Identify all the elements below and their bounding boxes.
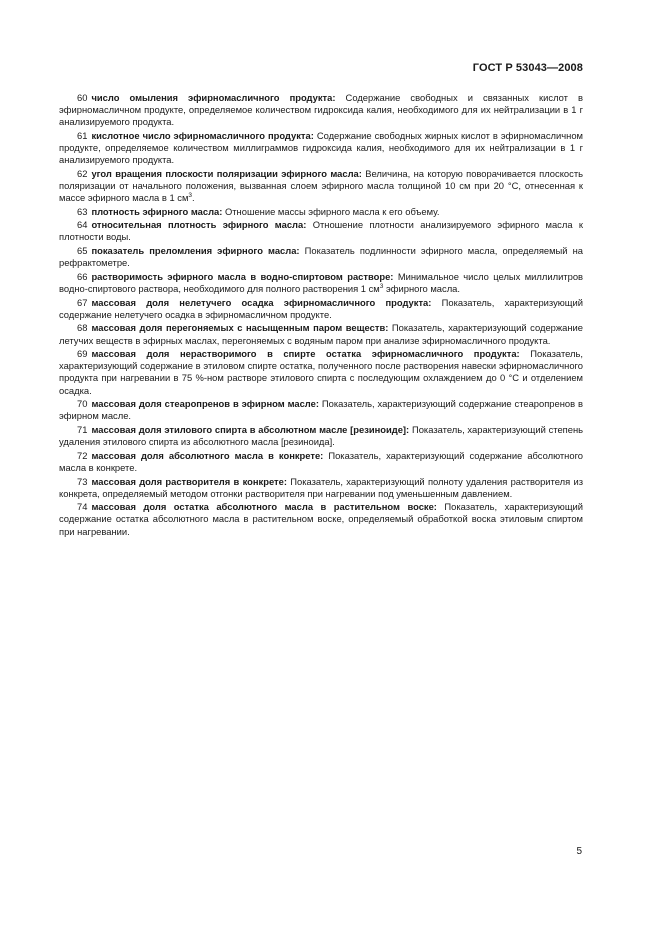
definition-entry <box>59 130 583 166</box>
definition-entry <box>59 219 583 243</box>
entry-number: 68 <box>77 322 88 334</box>
entry-term: массовая доля нелетучего осадка эфирномасличного продукта: <box>91 296 432 308</box>
entry-number: 73 <box>77 475 88 487</box>
definition-entry <box>59 322 583 346</box>
entry-number: 64 <box>77 219 88 231</box>
entry-definition: Показатель, характеризующий степень удаления этилового спирта из абсолютного масла [резиноида]. <box>59 423 584 448</box>
definition-entry <box>59 398 583 422</box>
definition-entry <box>59 297 583 321</box>
definition-entry <box>59 271 583 295</box>
definition-entry <box>59 450 583 474</box>
entry-term: массовая доля абсолютного масла в конкрете: <box>91 449 324 461</box>
entry-term: массовая доля остатка абсолютного масла в растительном воске: <box>91 501 437 513</box>
entry-definition: Содержание свободных жирных кислот в эфирномасличном продукте, определяемое количеством миллиграммов гидроксида калия, необходимого для их нейтрализации в 1 г анализируемого продукта. <box>59 129 583 166</box>
entry-number: 72 <box>77 449 88 461</box>
entry-number: 67 <box>77 296 88 308</box>
entry-definition: Показатель, характеризующий содержание нелетучего осадка в эфирномасличном продукте. <box>59 296 583 320</box>
entry-number: 70 <box>77 398 88 410</box>
entry-definition: Показатель, характеризующий содержание абсолютного масла в конкрете. <box>59 449 584 473</box>
entry-term: массовая доля этилового спирта в абсолютном масле [резиноиде]: <box>91 423 410 435</box>
entry-term: показатель преломления эфирного масла: <box>91 245 300 257</box>
entry-term: угол вращения плоскости поляризации эфирного масла: <box>91 167 362 179</box>
entry-term: число омыления эфирномасличного продукта: <box>91 92 336 103</box>
entry-term: массовая доля стеаропренов в эфирном масле: <box>91 398 319 410</box>
entry-number: 65 <box>77 245 88 257</box>
entry-definition: Показатель, характеризующий содержание в этиловом спирте остатка, полученного после растворения навески эфирномасличного продукта при нагревании в 75 %-ном растворе этилового спирта с последующим охлаждением до 0 °С и отделением осадка. <box>59 348 583 396</box>
entry-definition: Показатель, характеризующий содержание остатка абсолютного масла в растительном воске, определяемый обработкой воска этиловым спиртом при нагревании. <box>59 501 584 537</box>
entry-number: 61 <box>77 129 88 141</box>
superscript: 3 <box>379 282 384 290</box>
definition-entry <box>59 501 583 537</box>
entry-definition: Содержание свободных и связанных кислот в эфирномасличном продукте, определяемое количеством гидроксида калия, необходимого для их нейтрализации в 1 г анализируемого продукта. <box>59 92 583 128</box>
entry-term: кислотное число эфирномасличного продукта: <box>91 129 314 141</box>
entry-definition-tail: эфирного масла. <box>383 282 461 294</box>
entry-number: 66 <box>77 270 88 282</box>
superscript: 3 <box>188 191 193 199</box>
definition-entry <box>59 348 583 396</box>
definitions-list <box>59 92 583 539</box>
definition-entry <box>59 168 583 204</box>
definition-entry <box>59 476 583 500</box>
entry-definition: Отношение массы эфирного масла к его объему. <box>224 205 440 217</box>
entry-definition-tail: . <box>192 191 195 203</box>
entry-definition: Величина, на которую поворачивается плоскость поляризации от начального положения, вызванная слоем эфирного масла толщиной 10 см при 20 °С, отнесенная к массе эфирного масла в 1 см <box>59 167 583 203</box>
entry-number: 60 <box>77 92 88 103</box>
definition-entry <box>59 92 583 128</box>
entry-definition: Отношение плотности анализируемого эфирного масла к плотности воды. <box>59 219 583 243</box>
entry-number: 62 <box>77 167 88 179</box>
entry-definition: Показатель, характеризующий полноту удаления растворителя из конкрета, определяемый методом отгонки растворителя при нагревании под уменьшенным давлением. <box>59 475 584 499</box>
entry-number: 71 <box>77 423 88 435</box>
entry-number: 69 <box>77 348 88 360</box>
definition-entry <box>59 245 583 269</box>
entry-definition: Показатель, характеризующий содержание летучих веществ в эфирных маслах, перегоняемых с водяным паром при анализе эфирномасличного продукта. <box>59 322 583 346</box>
entry-term: массовая доля нерастворимого в спирте остатка эфирномасличного продукта: <box>91 348 520 360</box>
page-number: 5 <box>576 846 582 857</box>
entry-definition: Показатель, характеризующий содержание стеаропренов в эфирном масле. <box>59 398 583 422</box>
document-code-header: ГОСТ Р 53043—2008 <box>472 62 583 74</box>
definition-entry <box>59 206 583 218</box>
entry-number: 74 <box>77 501 88 513</box>
entry-number: 63 <box>77 205 88 217</box>
entry-term: массовая доля растворителя в конкрете: <box>91 475 287 487</box>
entry-term: растворимость эфирного масла в водно-спиртовом растворе: <box>91 270 394 282</box>
entry-term: относительная плотность эфирного масла: <box>91 219 307 231</box>
entry-term: массовая доля перегоняемых с насыщенным паром веществ: <box>91 322 389 334</box>
definition-entry <box>59 424 583 448</box>
entry-definition: Минимальное число целых миллилитров водно-спиртового раствора, необходимого для полного растворения 1 см <box>59 270 584 294</box>
entry-term: плотность эфирного масла: <box>91 205 223 217</box>
entry-definition: Показатель подлинности эфирного масла, определяемый на рефрактометре. <box>59 245 583 269</box>
